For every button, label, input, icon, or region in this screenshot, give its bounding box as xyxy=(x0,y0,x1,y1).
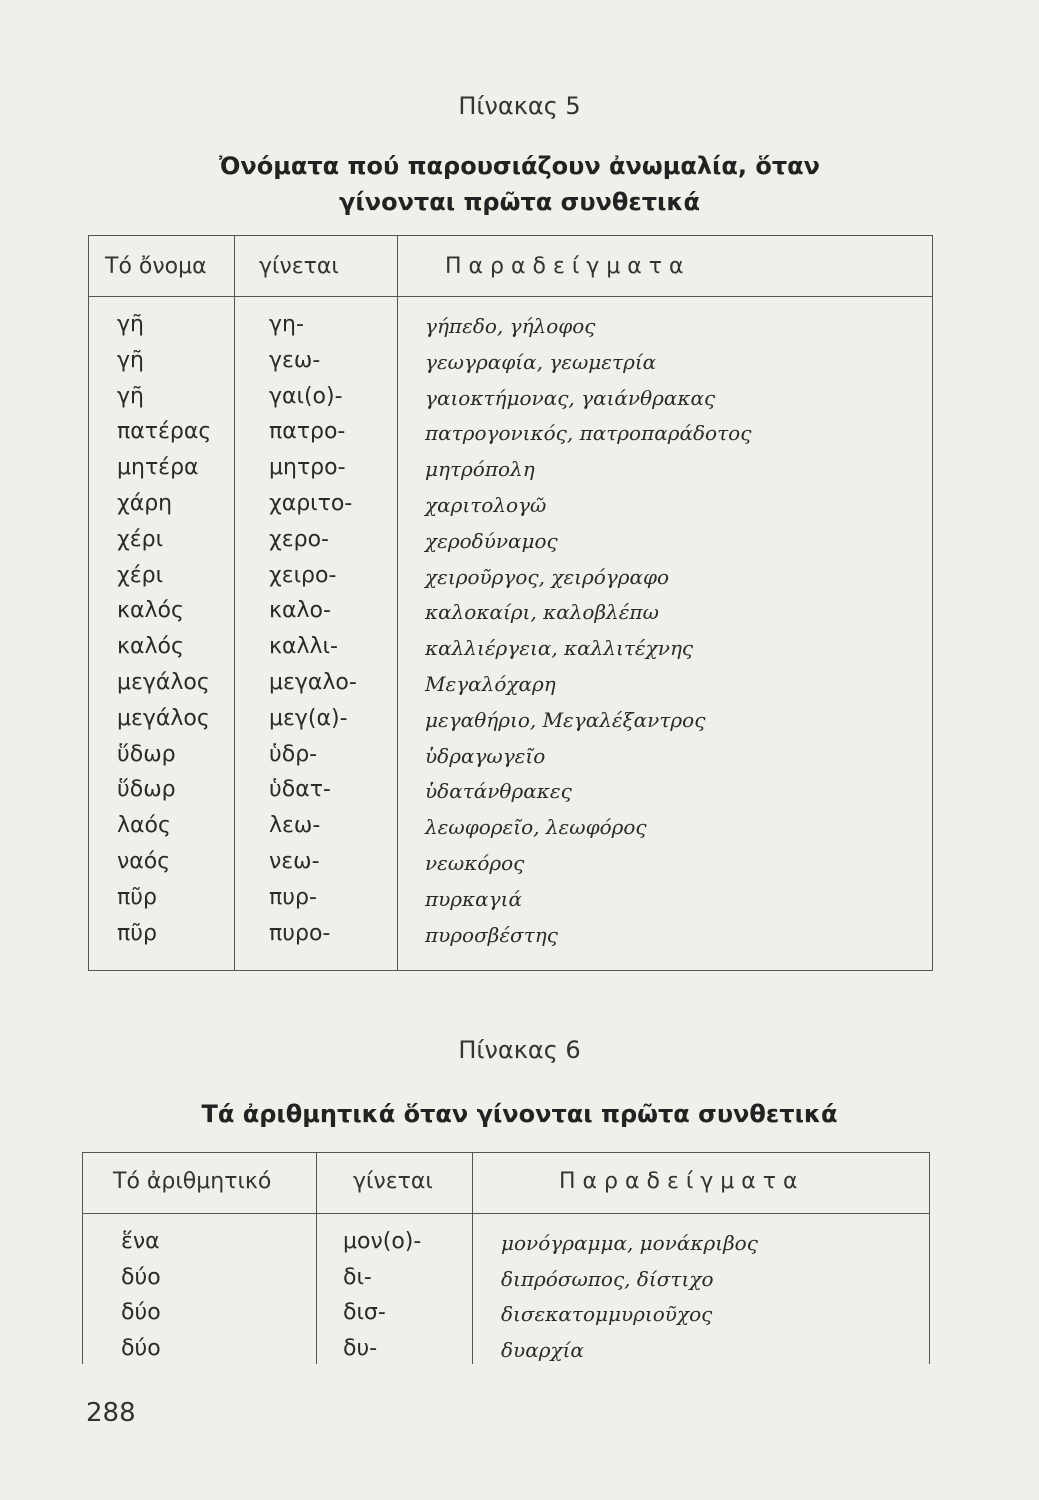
row-name: λαός xyxy=(117,813,171,839)
row-becomes: δυ- xyxy=(343,1335,378,1361)
table-row xyxy=(89,813,932,849)
row-examples: δυαρχία xyxy=(501,1337,584,1362)
table5 xyxy=(88,235,933,971)
row-name: δύο xyxy=(121,1300,161,1325)
table-row xyxy=(89,419,932,455)
row-examples: Μεγαλόχαρη xyxy=(425,672,556,696)
table-row xyxy=(89,348,932,384)
row-name: πῦρ xyxy=(117,884,157,910)
row-examples: γήπεδο, γήλοφος xyxy=(425,314,596,338)
row-examples: πυροσβέστης xyxy=(425,922,558,947)
row-becomes: νεω- xyxy=(269,849,320,874)
row-examples: χαριτολογῶ xyxy=(425,493,547,517)
table5-title-line1: Ὀνόματα πού παρουσιάζουν ἀνωμαλία, ὅταν xyxy=(218,152,821,180)
table6-header-examples: Π α ρ α δ ε ί γ μ α τ α xyxy=(559,1169,798,1194)
row-name: γῆ xyxy=(117,383,144,409)
row-name: χέρι xyxy=(117,562,164,588)
table-row xyxy=(89,921,932,957)
row-becomes: μεγ(α)- xyxy=(269,705,348,731)
row-becomes: καλο- xyxy=(269,598,331,624)
row-examples: χειροῦργος, χειρόγραφο xyxy=(425,564,670,589)
table-row xyxy=(89,563,932,599)
row-becomes: γη- xyxy=(269,312,304,337)
row-becomes: ὑδρ- xyxy=(269,741,318,767)
row-name: καλός xyxy=(117,634,184,660)
row-becomes: λεω- xyxy=(269,813,321,839)
row-examples: πατρογονικός, πατροπαράδοτος xyxy=(425,421,752,446)
row-name: μεγάλος xyxy=(117,705,210,731)
table-row xyxy=(83,1265,929,1301)
table-row xyxy=(89,455,932,491)
row-becomes: μον(ο)- xyxy=(343,1229,422,1254)
table-row xyxy=(89,634,932,670)
row-name: χέρι xyxy=(117,526,164,552)
row-examples: νεωκόρος xyxy=(425,851,525,875)
table-row xyxy=(83,1336,929,1372)
row-examples: λεωφορεῖο, λεωφόρος xyxy=(425,815,647,840)
row-examples: μεγαθήριο, Μεγαλέξαντρος xyxy=(425,707,706,732)
row-becomes: ὑδατ- xyxy=(269,777,331,803)
row-becomes: χερο- xyxy=(269,526,329,552)
row-becomes: πυρο- xyxy=(269,920,331,946)
row-examples: γαιοκτήμονας, γαιάνθρακας xyxy=(425,385,716,410)
table-row xyxy=(89,598,932,634)
table6-title: Τά ἀριθμητικά ὅταν γίνονται πρῶτα συνθετικά xyxy=(201,1100,838,1128)
row-examples: καλοκαίρι, καλοβλέπω xyxy=(425,600,659,625)
table-row xyxy=(89,706,932,742)
table6-header-name: Τό ἀριθμητικό xyxy=(113,1169,272,1194)
table5-header-examples: Π α ρ α δ ε ί γ μ α τ α xyxy=(445,254,684,279)
table-row xyxy=(89,312,932,348)
row-examples: γεωγραφία, γεωμετρία xyxy=(425,349,657,374)
row-name: πῦρ xyxy=(117,920,157,946)
table-row xyxy=(89,527,932,563)
row-examples: μητρόπολη xyxy=(425,457,535,482)
row-becomes: καλλι- xyxy=(269,634,338,660)
row-becomes: γαι(ο)- xyxy=(269,383,343,409)
row-name: πατέρας xyxy=(117,419,212,445)
row-becomes: μεγαλο- xyxy=(269,670,357,695)
row-name: ὕδωρ xyxy=(117,741,176,767)
row-becomes: μητρο- xyxy=(269,455,346,481)
table-row xyxy=(89,885,932,921)
table5-header-name: Τό ὄνομα xyxy=(105,254,207,279)
row-becomes: πατρο- xyxy=(269,419,346,445)
row-examples: διπρόσωπος, δίστιχο xyxy=(501,1266,714,1291)
row-name: δύο xyxy=(121,1335,161,1361)
table5-title-line2: γίνονται πρῶτα συνθετικά xyxy=(339,188,700,216)
row-name: ὕδωρ xyxy=(117,777,176,803)
table6-caption: Πίνακας 6 xyxy=(458,1036,581,1064)
row-examples: ὑδραγωγεῖο xyxy=(425,743,546,768)
row-name: μητέρα xyxy=(117,455,199,481)
table5-header-divider xyxy=(89,296,932,297)
row-becomes: γεω- xyxy=(269,347,321,373)
table-row xyxy=(89,670,932,706)
row-name: γῆ xyxy=(117,347,144,373)
row-becomes: χειρο- xyxy=(269,562,337,588)
row-examples: ὑδατάνθρακες xyxy=(425,779,572,804)
row-becomes: χαριτο- xyxy=(269,491,353,516)
table5-header-becomes: γίνεται xyxy=(259,254,339,279)
table6-header-divider xyxy=(83,1213,929,1214)
table6-header-becomes: γίνεται xyxy=(353,1169,433,1194)
row-name: γῆ xyxy=(117,312,144,337)
table-row xyxy=(89,491,932,527)
row-examples: μονόγραμμα, μονάκριβος xyxy=(501,1231,758,1255)
row-examples: δισεκατομμυριοῦχος xyxy=(501,1302,713,1326)
row-becomes: δι- xyxy=(343,1264,372,1290)
row-examples: χεροδύναμος xyxy=(425,528,558,553)
row-name: μεγάλος xyxy=(117,670,210,695)
row-name: καλός xyxy=(117,598,184,624)
page-number: 288 xyxy=(86,1398,136,1428)
row-becomes: δισ- xyxy=(343,1300,386,1325)
row-name: δύο xyxy=(121,1264,161,1290)
table-row xyxy=(83,1300,929,1336)
row-becomes: πυρ- xyxy=(269,884,317,910)
row-name: χάρη xyxy=(117,491,173,516)
table6 xyxy=(82,1152,930,1364)
row-examples: πυρκαγιά xyxy=(425,886,522,911)
table-row xyxy=(89,849,932,885)
table-row xyxy=(83,1229,929,1265)
row-examples: καλλιέργεια, καλλιτέχνης xyxy=(425,636,694,661)
table-row xyxy=(89,742,932,778)
row-name: ἕνα xyxy=(121,1229,160,1254)
row-name: ναός xyxy=(117,849,171,874)
table-row xyxy=(89,384,932,420)
table5-caption: Πίνακας 5 xyxy=(458,92,581,120)
table-row xyxy=(89,777,932,813)
